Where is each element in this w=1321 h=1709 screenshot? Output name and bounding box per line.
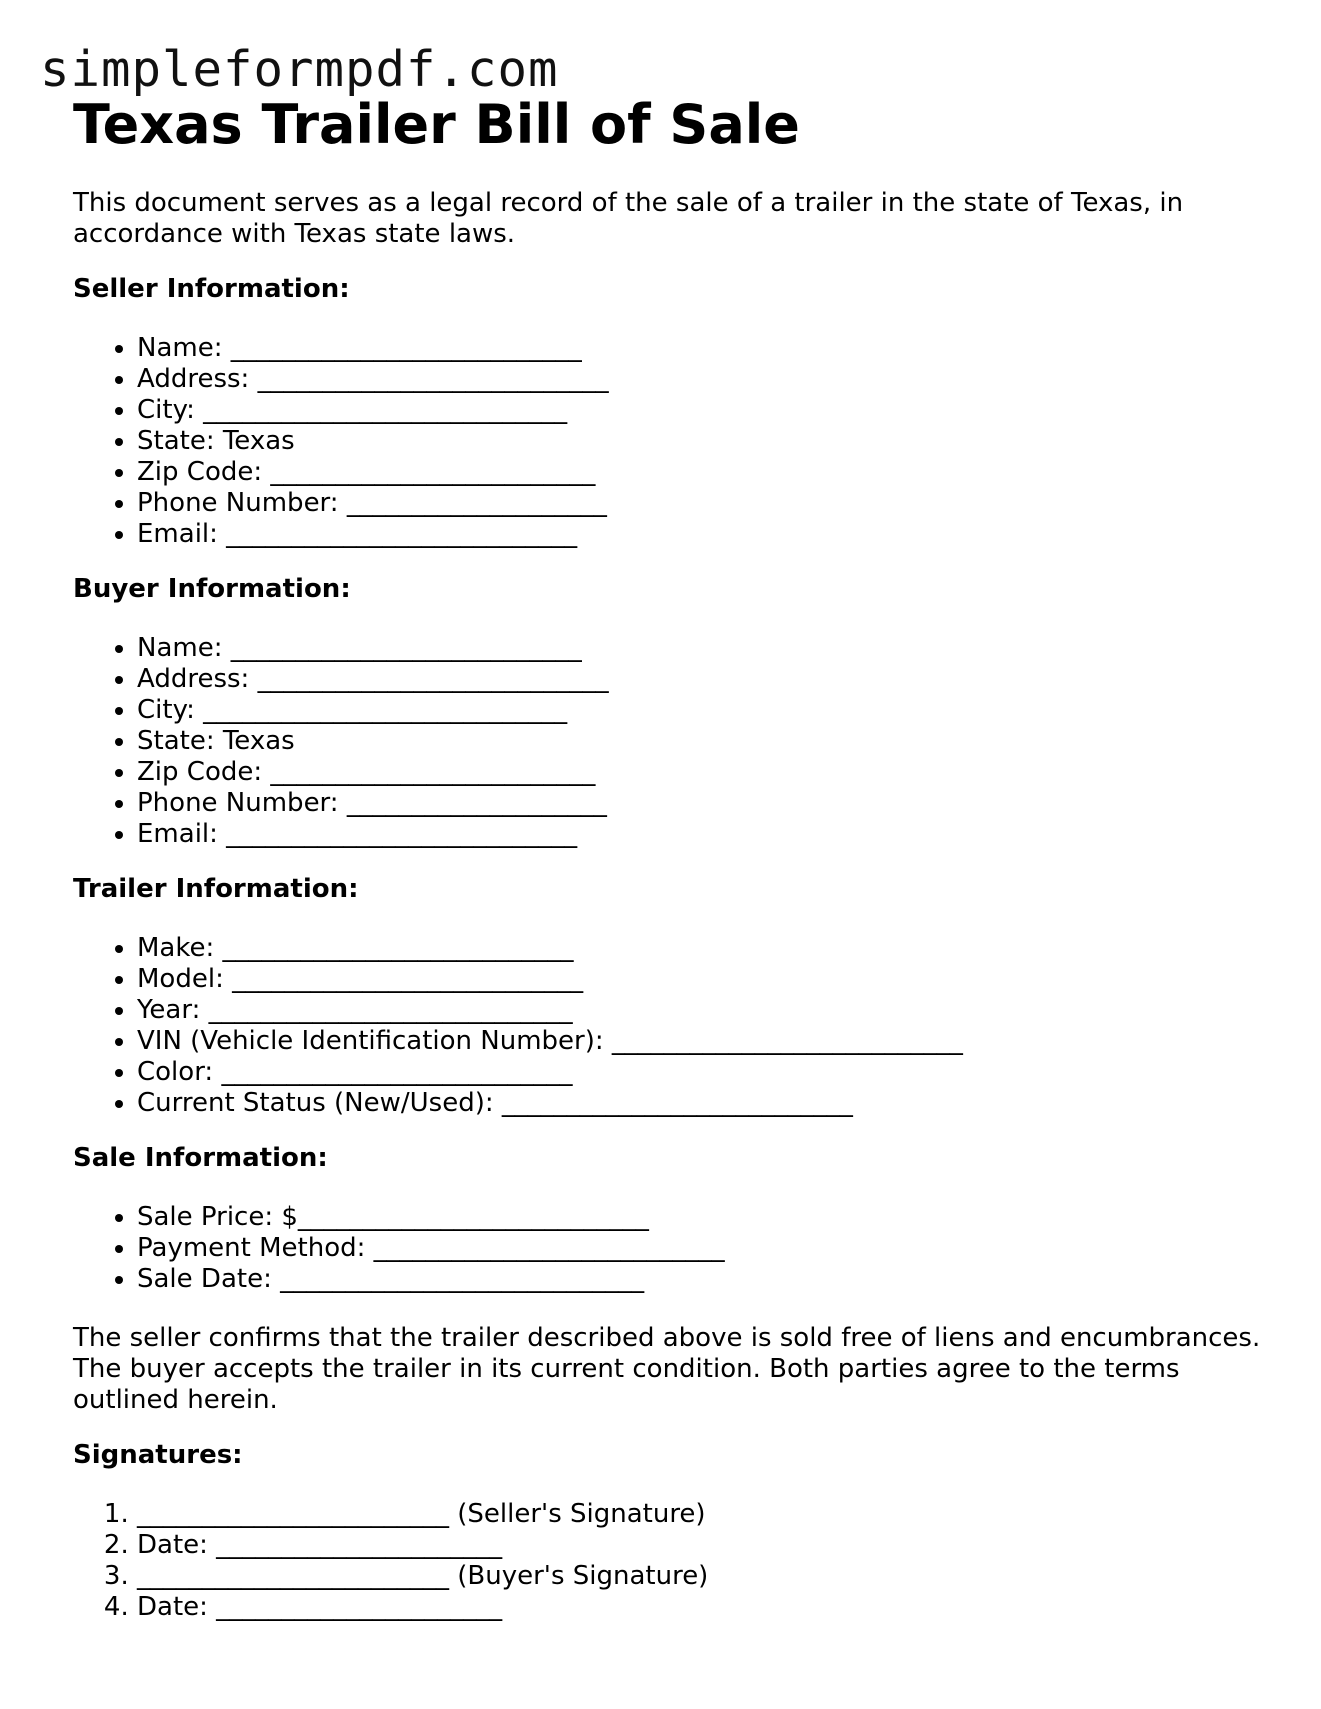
buyer-city-field[interactable]: • City: ____________________________ — [137, 695, 1273, 726]
seller-signature-date-field[interactable]: 2. Date: ______________________ — [137, 1530, 1273, 1561]
seller-heading: Seller Information: — [73, 274, 350, 304]
seller-signature-field[interactable]: 1. ________________________ (Seller's Signature) — [137, 1499, 1273, 1530]
buyer-list — [73, 633, 1273, 850]
seller-city-field[interactable]: • City: ____________________________ — [137, 395, 1273, 426]
sale-list — [73, 1202, 1273, 1295]
seller-phone-field[interactable]: • Phone Number: ____________________ — [137, 488, 1273, 519]
page-title: Texas Trailer Bill of Sale — [73, 93, 800, 156]
seller-address-field[interactable]: • Address: ___________________________ — [137, 364, 1273, 395]
buyer-heading: Buyer Information: — [73, 574, 351, 604]
signatures-heading: Signatures: — [73, 1440, 243, 1470]
watermark: simpleformpdf.com — [40, 41, 559, 98]
buyer-zip-field[interactable]: • Zip Code: _________________________ — [137, 757, 1273, 788]
seller-state-field: • State: Texas — [137, 426, 1273, 457]
payment-method-field[interactable]: • Payment Method: ___________________________ — [137, 1233, 1273, 1264]
seller-name-field[interactable]: • Name: ___________________________ — [137, 333, 1273, 364]
sale-heading: Sale Information: — [73, 1143, 328, 1173]
trailer-color-field[interactable]: • Color: ___________________________ — [137, 1057, 1273, 1088]
trailer-list — [73, 933, 1273, 1119]
buyer-signature-field[interactable]: 3. ________________________ (Buyer's Signature) — [137, 1561, 1273, 1592]
seller-list — [73, 333, 1273, 550]
buyer-email-field[interactable]: • Email: ___________________________ — [137, 819, 1273, 850]
trailer-heading: Trailer Information: — [73, 874, 359, 904]
seller-zip-field[interactable]: • Zip Code: _________________________ — [137, 457, 1273, 488]
buyer-signature-date-field[interactable]: 4. Date: ______________________ — [137, 1592, 1273, 1623]
buyer-name-field[interactable]: • Name: ___________________________ — [137, 633, 1273, 664]
trailer-year-field[interactable]: • Year: ____________________________ — [137, 995, 1273, 1026]
sale-price-field[interactable]: • Sale Price: $___________________________ — [137, 1202, 1273, 1233]
sale-date-field[interactable]: • Sale Date: ____________________________ — [137, 1264, 1273, 1295]
trailer-make-field[interactable]: • Make: ___________________________ — [137, 933, 1273, 964]
seller-email-field[interactable]: • Email: ___________________________ — [137, 519, 1273, 550]
trailer-status-field[interactable]: • Current Status (New/Used): ___________________________ — [137, 1088, 1273, 1119]
buyer-address-field[interactable]: • Address: ___________________________ — [137, 664, 1273, 695]
signatures-list — [73, 1499, 1273, 1623]
intro-paragraph: This document serves as a legal record of the sale of a trailer in the state of Texas, in accordance with Texas state laws. — [73, 188, 1184, 249]
trailer-model-field[interactable]: • Model: ___________________________ — [137, 964, 1273, 995]
closing-paragraph: The seller confirms that the trailer described above is sold free of liens and encumbrances. The buyer accepts the trailer in its current condition. Both parties agree to the terms outlined herein. — [73, 1323, 1261, 1415]
trailer-vin-field[interactable]: • VIN (Vehicle Identification Number): ___________________________ — [137, 1026, 1273, 1057]
buyer-state-field: • State: Texas — [137, 726, 1273, 757]
document — [73, 92, 1273, 1623]
buyer-phone-field[interactable]: • Phone Number: ____________________ — [137, 788, 1273, 819]
